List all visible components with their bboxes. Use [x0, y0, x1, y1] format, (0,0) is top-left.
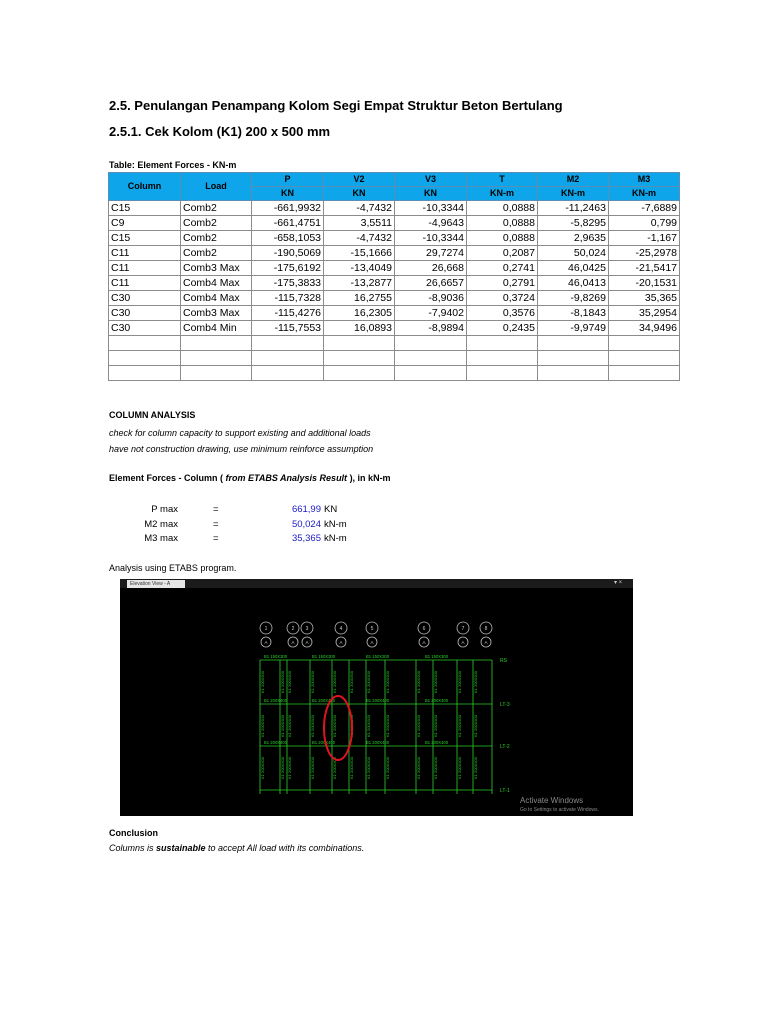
table-cell: 16,2755	[324, 291, 395, 306]
story-labels	[500, 658, 510, 794]
table-cell: Comb3 Max	[181, 306, 252, 321]
column-label: K1 200X500	[433, 756, 438, 780]
highlight-ellipse	[324, 696, 352, 760]
member-labels	[260, 654, 478, 779]
header-unit-cell: KN	[324, 187, 395, 201]
table-cell: 0,0888	[467, 231, 538, 246]
table-cell: -7,6889	[609, 201, 680, 216]
table-cell: -115,7553	[252, 321, 324, 336]
table-cell: 26,6657	[395, 276, 467, 291]
empty-row	[109, 351, 680, 366]
beam-label: B1 150X300	[366, 654, 390, 659]
column-label: K1 200X500	[287, 756, 292, 780]
table-cell: C30	[109, 306, 181, 321]
grid-bubble-label: 1	[264, 626, 268, 632]
table-cell: 0,3576	[467, 306, 538, 321]
grid-bubble-label: 8	[484, 626, 488, 632]
header-cell: V2	[324, 173, 395, 187]
header-cell: M2	[538, 173, 609, 187]
column-label: K1 200X500	[473, 670, 478, 694]
m3max-value: 35,365	[291, 533, 321, 544]
pmax-eq: =	[213, 504, 219, 515]
column-analysis-title: COLUMN ANALYSIS	[109, 410, 196, 420]
analysis-note: Analysis using ETABS program.	[109, 563, 237, 573]
ef-suffix: ), in kN-m	[347, 473, 391, 483]
table-cell: C30	[109, 321, 181, 336]
empty-cell	[467, 351, 538, 366]
column-label: K1 200X500	[416, 714, 421, 738]
table-cell: 26,668	[395, 261, 467, 276]
table-cell: -5,8295	[538, 216, 609, 231]
table-cell: C11	[109, 261, 181, 276]
story-label: LT-3	[500, 702, 510, 708]
column-label: K1 200X500	[280, 756, 285, 780]
empty-cell	[109, 336, 181, 351]
pmax-label: P max	[151, 504, 178, 515]
activate-windows-sub[interactable]: Go to Settings to activate Windows.	[520, 807, 599, 813]
column-label: K1 200X500	[366, 670, 371, 694]
pmax-unit: KN	[324, 504, 338, 515]
table-caption: Table: Element Forces - KN-m	[109, 160, 237, 170]
column-label: K1 200X500	[433, 714, 438, 738]
column-label: K1 200X500	[260, 756, 265, 780]
m3max-unit: kN-m	[324, 533, 347, 544]
column-analysis-line-2: have not construction drawing, use minimum reinforce assumption	[109, 444, 374, 454]
column-label: K1 200X500	[280, 670, 285, 694]
table-row	[109, 276, 680, 291]
column-label: K1 200X500	[433, 670, 438, 694]
grid-bubble-sub-label: A	[264, 640, 268, 645]
column-label: K1 200X500	[310, 714, 315, 738]
beam-label: B1 200X400	[264, 698, 288, 703]
m2max-eq: =	[213, 519, 219, 530]
table-cell: -8,1843	[538, 306, 609, 321]
ef-prefix: Element Forces - Column (	[109, 473, 226, 483]
conclusion-prefix: Columns is	[109, 843, 157, 853]
empty-cell	[538, 366, 609, 381]
beam-label: B1 200X400	[312, 740, 336, 745]
table-cell: 3,5511	[324, 216, 395, 231]
table-cell: -10,3344	[395, 201, 467, 216]
grid-bubble-label: 3	[305, 626, 309, 632]
header-unit-cell: KN	[252, 187, 324, 201]
empty-cell	[324, 366, 395, 381]
empty-cell	[109, 351, 181, 366]
header-cell: M3	[609, 173, 680, 187]
empty-cell	[181, 351, 252, 366]
column-label: K1 200X500	[457, 670, 462, 694]
table-cell: 2,9635	[538, 231, 609, 246]
table-cell: 0,2741	[467, 261, 538, 276]
table-cell: 50,024	[538, 246, 609, 261]
grid-bubble-label: 4	[339, 626, 343, 632]
empty-cell	[324, 336, 395, 351]
column-label: K1 200X500	[457, 714, 462, 738]
empty-cell	[467, 336, 538, 351]
grid-bubble-label: 7	[461, 626, 465, 632]
column-label: K1 200X500	[310, 670, 315, 694]
table-row	[109, 246, 680, 261]
empty-cell	[181, 366, 252, 381]
table-cell: Comb3 Max	[181, 261, 252, 276]
conclusion-title: Conclusion	[109, 828, 158, 838]
table-cell: -13,2877	[324, 276, 395, 291]
column-label: K1 200X500	[349, 670, 354, 694]
table-cell: -1,167	[609, 231, 680, 246]
table-cell: Comb2	[181, 231, 252, 246]
table-cell: C30	[109, 291, 181, 306]
grid-bubble-sub-label: A	[305, 640, 309, 645]
column-label: K1 200X500	[385, 756, 390, 780]
column-label: K1 200X500	[349, 756, 354, 780]
table-cell: 0,0888	[467, 216, 538, 231]
header-unit-cell: KN-m	[467, 187, 538, 201]
table-cell: Comb2	[181, 216, 252, 231]
table-cell: 35,365	[609, 291, 680, 306]
column-label: K1 200X500	[260, 670, 265, 694]
grid-bubbles	[260, 622, 492, 647]
column-label: K1 200X500	[332, 670, 337, 694]
element-forces-heading	[109, 473, 391, 483]
empty-row	[109, 336, 680, 351]
beam-label: B1 200X400	[425, 698, 449, 703]
empty-cell	[395, 366, 467, 381]
column-label: K1 200X500	[310, 756, 315, 780]
table-row	[109, 201, 680, 216]
beam-label: B1 150X300	[312, 654, 336, 659]
header-cell: V3	[395, 173, 467, 187]
column-label: K1 200X500	[385, 714, 390, 738]
column-label: K1 200X500	[385, 670, 390, 694]
column-label: K1 200X500	[332, 714, 337, 738]
column-label: K1 200X500	[366, 756, 371, 780]
elevation-view-tab[interactable]: Elevation View - A	[127, 580, 185, 588]
grid-bubble-sub-label: A	[370, 640, 374, 645]
story-label: LT-1	[500, 788, 510, 794]
table-cell: -25,2978	[609, 246, 680, 261]
header-cell: Load	[181, 173, 252, 201]
table-cell: 0,2791	[467, 276, 538, 291]
table-cell: -661,9932	[252, 201, 324, 216]
pmax-value: 661,99	[291, 504, 321, 515]
element-forces-table	[108, 172, 680, 381]
empty-cell	[609, 366, 680, 381]
column-label: K1 200X500	[332, 756, 337, 780]
empty-cell	[395, 351, 467, 366]
empty-cell	[109, 366, 181, 381]
empty-cell	[609, 351, 680, 366]
column-label: K1 200X500	[349, 714, 354, 738]
empty-cell	[252, 351, 324, 366]
table-cell: C9	[109, 216, 181, 231]
empty-cell	[609, 336, 680, 351]
table-row	[109, 231, 680, 246]
header-row-top	[109, 173, 680, 187]
table-cell: 29,7274	[395, 246, 467, 261]
table-cell: 46,0425	[538, 261, 609, 276]
column-label: K1 200X500	[473, 756, 478, 780]
column-label: K1 200X500	[260, 714, 265, 738]
table-cell: C15	[109, 201, 181, 216]
beam-label: B1 150X300	[425, 654, 449, 659]
table-cell: C15	[109, 231, 181, 246]
table-cell: -21,5417	[609, 261, 680, 276]
header-cell: Column	[109, 173, 181, 201]
beam-label: B1 200X400	[312, 698, 336, 703]
grid-bubble-sub-label: A	[339, 640, 343, 645]
table-cell: Comb4 Max	[181, 276, 252, 291]
column-label: K1 200X500	[366, 714, 371, 738]
table-cell: C11	[109, 276, 181, 291]
empty-cell	[181, 336, 252, 351]
beam-label: B1 150X300	[264, 654, 288, 659]
table-cell: 0,2435	[467, 321, 538, 336]
subsection-heading: 2.5.1. Cek Kolom (K1) 200 x 500 mm	[109, 124, 331, 139]
table-cell: -9,8269	[538, 291, 609, 306]
grid-bubble-sub-label: A	[461, 640, 465, 645]
table-cell: C11	[109, 246, 181, 261]
table-cell: -4,9643	[395, 216, 467, 231]
empty-cell	[395, 336, 467, 351]
empty-row	[109, 366, 680, 381]
header-unit-cell: KN-m	[538, 187, 609, 201]
m2max-unit: kN-m	[324, 519, 347, 530]
table-cell: 0,0888	[467, 201, 538, 216]
grid-bubble-label: 6	[422, 626, 426, 632]
conclusion-text	[109, 843, 364, 853]
story-label: RS	[500, 658, 507, 664]
story-label: LT-2	[500, 744, 510, 750]
table-cell: -4,7432	[324, 231, 395, 246]
table-cell: -11,2463	[538, 201, 609, 216]
grid-bubble-sub-label: A	[422, 640, 426, 645]
beam-label: B1 200X400	[425, 740, 449, 745]
column-label: K1 200X500	[416, 756, 421, 780]
table-cell: -4,7432	[324, 201, 395, 216]
m3max-label: M3 max	[144, 533, 178, 544]
table-row	[109, 216, 680, 231]
beam-label: B1 200X400	[264, 740, 288, 745]
grid-bubble-sub-label: A	[291, 640, 295, 645]
table-cell: -8,9036	[395, 291, 467, 306]
m2max-label: M2 max	[144, 519, 178, 530]
grid-bubble-sub-label: A	[484, 640, 488, 645]
table-cell: -15,1666	[324, 246, 395, 261]
table-cell: -9,9749	[538, 321, 609, 336]
table-cell: -115,4276	[252, 306, 324, 321]
header-cell: T	[467, 173, 538, 187]
beam-label: B1 200X400	[366, 740, 390, 745]
column-label: K1 200X500	[457, 756, 462, 780]
table-cell: -175,6192	[252, 261, 324, 276]
beam-label: B1 200X400	[366, 698, 390, 703]
empty-cell	[538, 336, 609, 351]
section-heading: 2.5. Penulangan Penampang Kolom Segi Empat Struktur Beton Bertulang	[109, 98, 563, 113]
table-cell: -10,3344	[395, 231, 467, 246]
table-cell: Comb2	[181, 246, 252, 261]
table-cell: 46,0413	[538, 276, 609, 291]
table-cell: Comb4 Min	[181, 321, 252, 336]
table-cell: 0,3724	[467, 291, 538, 306]
column-label: K1 200X500	[416, 670, 421, 694]
table-cell: -7,9402	[395, 306, 467, 321]
table-cell: 16,0893	[324, 321, 395, 336]
conclusion-bold: sustainable	[156, 843, 206, 853]
table-cell: 34,9496	[609, 321, 680, 336]
column-label: K1 200X500	[473, 714, 478, 738]
header-cell: P	[252, 173, 324, 187]
table-cell: -661,4751	[252, 216, 324, 231]
window-titlebar	[120, 579, 633, 588]
table-cell: Comb4 Max	[181, 291, 252, 306]
table-cell: -8,9894	[395, 321, 467, 336]
header-unit-cell: KN	[395, 187, 467, 201]
grid-bubble-label: 5	[370, 626, 374, 632]
table-cell: -115,7328	[252, 291, 324, 306]
window-controls[interactable]: ▾ ×	[614, 580, 623, 586]
table-cell: -190,5069	[252, 246, 324, 261]
ef-italic: from ETABS Analysis Result	[225, 473, 348, 483]
activate-windows-title: Activate Windows	[520, 796, 584, 805]
table-cell: -20,1531	[609, 276, 680, 291]
empty-cell	[467, 366, 538, 381]
column-analysis-line-1: check for column capacity to support existing and additional loads	[109, 428, 371, 438]
column-label: K1 200X500	[280, 714, 285, 738]
empty-cell	[252, 366, 324, 381]
table-row	[109, 321, 680, 336]
table-cell: 16,2305	[324, 306, 395, 321]
conclusion-suffix: to accept All load with its combinations.	[205, 843, 365, 853]
elevation-drawing	[120, 588, 633, 816]
table-cell: -13,4049	[324, 261, 395, 276]
empty-cell	[324, 351, 395, 366]
table-row	[109, 261, 680, 276]
table-row	[109, 306, 680, 321]
m2max-value: 50,024	[291, 519, 321, 530]
header-unit-cell: KN-m	[609, 187, 680, 201]
table-cell: 0,2087	[467, 246, 538, 261]
column-label: K1 200X500	[287, 670, 292, 694]
table-row	[109, 291, 680, 306]
empty-cell	[252, 336, 324, 351]
table-cell: -175,3833	[252, 276, 324, 291]
table-cell: Comb2	[181, 201, 252, 216]
empty-cell	[538, 351, 609, 366]
column-label: K1 200X500	[287, 714, 292, 738]
table-cell: 0,799	[609, 216, 680, 231]
grid-bubble-label: 2	[291, 626, 295, 632]
table-cell: 35,2954	[609, 306, 680, 321]
m3max-eq: =	[213, 533, 219, 544]
table-cell: -658,1053	[252, 231, 324, 246]
